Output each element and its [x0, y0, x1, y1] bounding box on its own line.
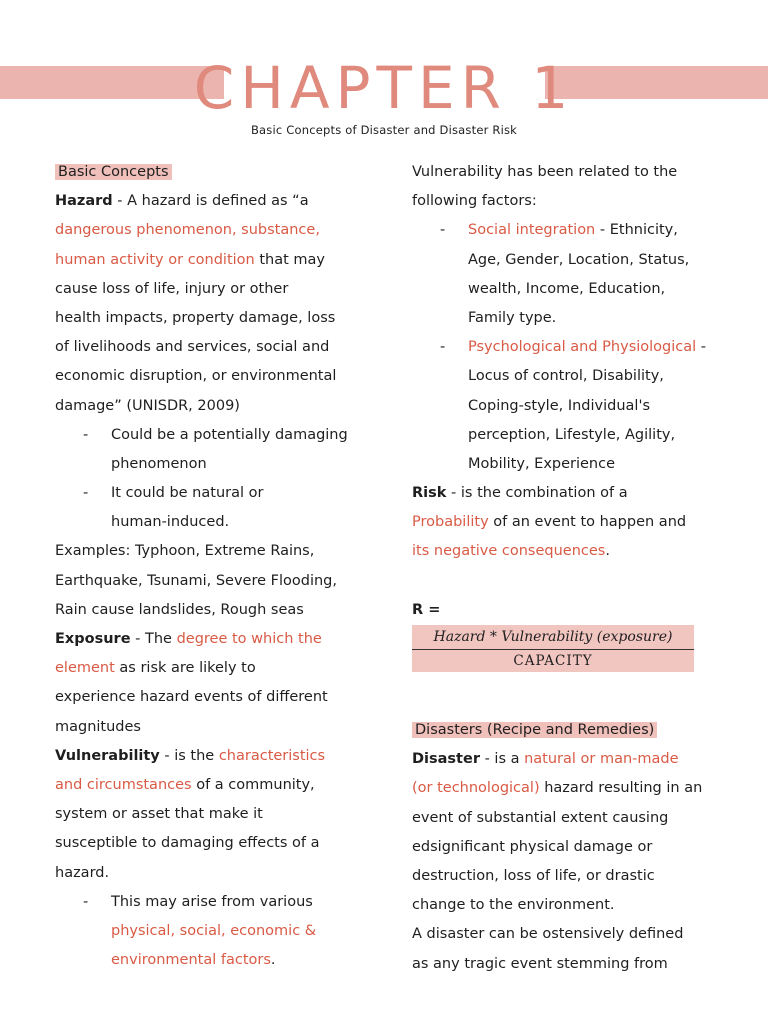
- factor-text: perception, Lifestyle, Agility,: [468, 426, 676, 443]
- section-heading-basic-concepts: Basic Concepts: [55, 164, 172, 180]
- factor-text: Locus of control, Disability,: [468, 368, 664, 385]
- exposure-text: experience hazard events of different: [55, 689, 328, 706]
- risk-term: Risk: [412, 485, 447, 502]
- examples-line: Earthquake, Tsunami, Severe Flooding,: [55, 572, 337, 589]
- vulnerability-bullet: .: [270, 952, 276, 969]
- bullet-dash: -: [440, 222, 446, 239]
- factor-text: Mobility, Experience: [468, 455, 616, 472]
- disaster-text: change to the environment.: [412, 897, 615, 914]
- exposure-term: Exposure: [55, 631, 131, 647]
- formula-lhs: R =: [412, 601, 441, 618]
- disaster-text: - is a: [479, 751, 525, 768]
- hazard-text: - A hazard is defined as “a: [112, 193, 309, 210]
- exposure-text: magnitudes: [55, 718, 141, 735]
- disaster-text: A disaster can be ostensively defined: [412, 926, 684, 943]
- right-column: [412, 158, 722, 979]
- vulnerability-text: of a community,: [191, 776, 315, 793]
- left-column: [55, 158, 365, 975]
- vulnerability-text: susceptible to damaging effects of a: [55, 835, 320, 852]
- examples-line: Examples: Typhoon, Extreme Rains,: [55, 543, 315, 560]
- disaster-text: hazard resulting in an: [539, 780, 703, 797]
- disaster-text-red: natural or man-made: [524, 751, 679, 768]
- vulnerability-bullet-red: environmental factors: [111, 952, 271, 969]
- vulnerability-bullet: This may arise from various: [111, 893, 313, 910]
- disaster-term: Disaster: [412, 751, 480, 768]
- disaster-text: destruction, loss of life, or drastic: [412, 867, 655, 884]
- hazard-bullet: It could be natural or: [111, 485, 264, 502]
- risk-text: of an event to happen and: [488, 514, 687, 531]
- hazard-bullet: phenomenon: [111, 455, 207, 472]
- hazard-text: of livelihoods and services, social and: [55, 339, 330, 356]
- hazard-text: cause loss of life, injury or other: [55, 280, 289, 297]
- hazard-bullet: Could be a potentially damaging: [111, 426, 348, 443]
- vulnerability-text-red: and circumstances: [55, 776, 192, 793]
- hazard-text: economic disruption, or environmental: [55, 368, 337, 385]
- chapter-title: CHAPTER 1: [193, 54, 575, 122]
- vulnerability-text: system or asset that make it: [55, 806, 263, 823]
- examples-line: Rain cause landslides, Rough seas: [55, 601, 304, 618]
- exposure-text: as risk are likely to: [114, 660, 256, 677]
- disaster-text: event of substantial extent causing: [412, 809, 669, 826]
- factor-text: Age, Gender, Location, Status,: [468, 251, 690, 268]
- exposure-text-red: degree to which the: [176, 631, 322, 647]
- factor-social-integration: Social integration: [468, 222, 596, 239]
- bullet-dash: -: [83, 426, 89, 443]
- hazard-term: Hazard: [55, 193, 113, 210]
- hazard-text: that may: [254, 251, 325, 268]
- hazard-text: health impacts, property damage, loss: [55, 309, 336, 326]
- hazard-text-red: dangerous phenomenon, substance,: [55, 222, 320, 239]
- factor-psychological: Psychological and Physiological: [468, 339, 697, 356]
- hazard-bullet: human-induced.: [111, 514, 230, 531]
- disaster-text: as any tragic event stemming from: [412, 955, 668, 972]
- section-heading-disasters: Disasters (Recipe and Remedies): [412, 722, 657, 738]
- vulnerability-term: Vulnerability: [55, 747, 160, 764]
- vulnerability-text: hazard.: [55, 864, 110, 881]
- factors-intro: Vulnerability has been related to the: [412, 164, 678, 180]
- hazard-text-red: human activity or condition: [55, 251, 255, 268]
- vulnerability-text-red: characteristics: [218, 747, 326, 764]
- hazard-text: damage” (UNISDR, 2009): [55, 397, 240, 414]
- disaster-text: edsignificant physical damage or: [412, 838, 653, 855]
- risk-formula: [412, 625, 694, 672]
- risk-text-red: its negative consequences: [412, 543, 606, 560]
- exposure-text: - The: [130, 631, 177, 647]
- factor-text: wealth, Income, Education,: [468, 280, 666, 297]
- vulnerability-text: - is the: [159, 747, 219, 764]
- formula-denominator: CAPACITY: [513, 653, 593, 669]
- factors-intro: following factors:: [412, 193, 537, 210]
- bullet-dash: -: [83, 893, 89, 910]
- disaster-text-red: (or technological): [412, 780, 540, 797]
- vulnerability-bullet-red: physical, social, economic &: [111, 922, 317, 939]
- factor-text: -: [696, 339, 707, 356]
- factor-text: Coping-style, Individual's: [468, 397, 651, 414]
- factor-text: - Ethnicity,: [595, 222, 678, 239]
- factor-text: Family type.: [468, 309, 557, 326]
- bullet-dash: -: [440, 339, 446, 356]
- formula-numerator: Hazard * Vulnerability (exposure): [412, 625, 694, 650]
- risk-text: .: [605, 543, 610, 560]
- chapter-subtitle: Basic Concepts of Disaster and Disaster Risk: [250, 123, 518, 137]
- exposure-text-red: element: [55, 660, 115, 677]
- risk-text-red: Probability: [412, 514, 489, 531]
- bullet-dash: -: [83, 485, 89, 502]
- risk-text: - is the combination of a: [446, 485, 628, 502]
